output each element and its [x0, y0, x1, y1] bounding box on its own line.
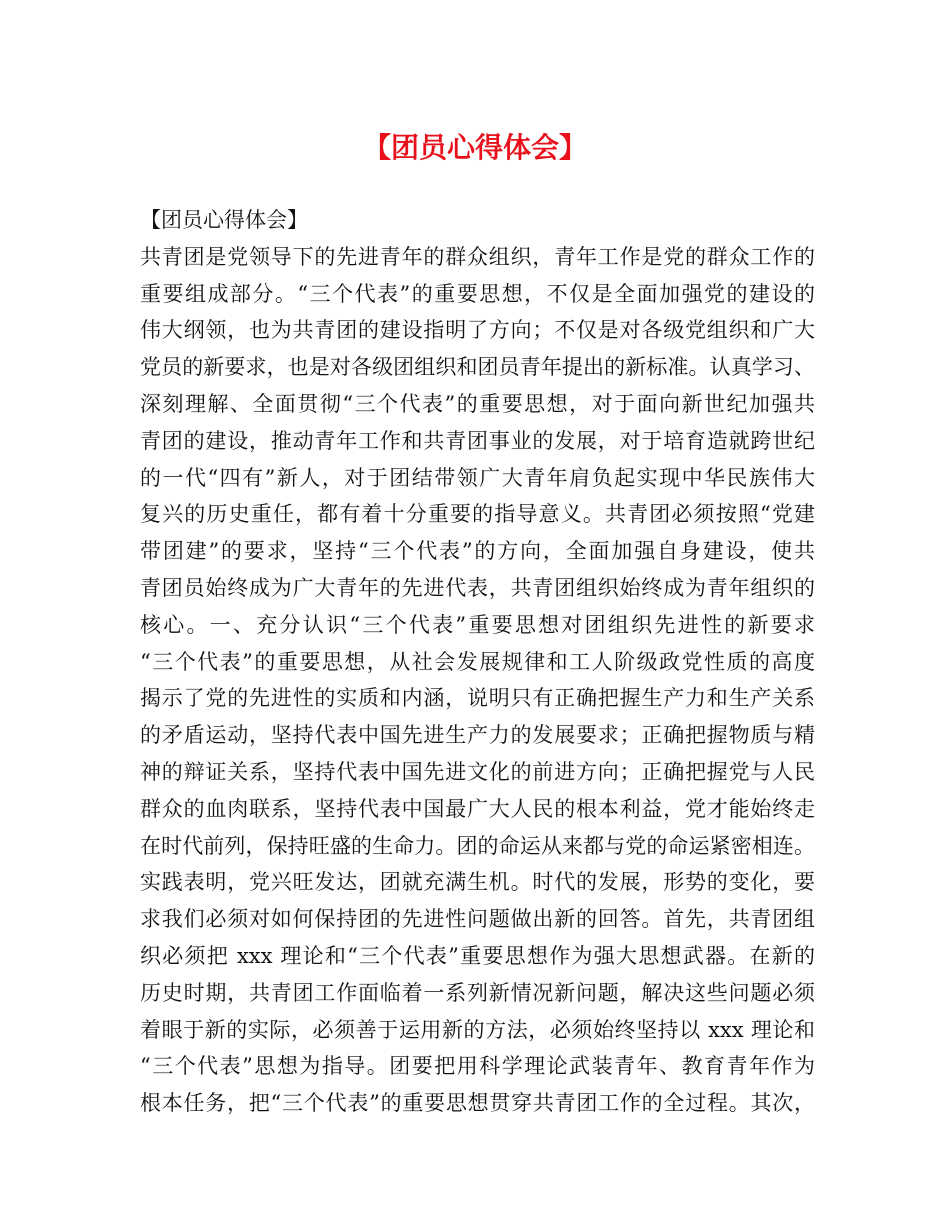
body-line: 青团员始终成为广大青年的先进代表，共青团组织始终成为青年组织的	[140, 575, 815, 600]
body-line: 神的辩证关系，坚持代表中国先进文化的前进方向；正确把握党与人民	[140, 759, 815, 784]
body-line: 复兴的历史重任，都有着十分重要的指导意义。共青团必须按照“党建	[140, 502, 815, 527]
body-line: 织必须把 xxx 理论和“三个代表”重要思想作为强大思想武器。在新的	[140, 943, 815, 968]
document-body	[140, 202, 815, 1122]
body-line: 群众的血肉联系，坚持代表中国最广大人民的根本利益，党才能始终走	[140, 796, 815, 821]
body-line: 共青团是党领导下的先进青年的群众组织，青年工作是党的群众工作的	[140, 244, 815, 269]
body-line: 的一代“四有”新人，对于团结带领广大青年肩负起实现中华民族伟大	[140, 465, 815, 490]
body-line: “三个代表”的重要思想，从社会发展规律和工人阶级政党性质的高度	[140, 649, 815, 674]
body-line: 带团建”的要求，坚持“三个代表”的方向，全面加强自身建设，使共	[140, 539, 815, 564]
body-line: 求我们必须对如何保持团的先进性问题做出新的回答。首先，共青团组	[140, 907, 815, 932]
body-line: 重要组成部分。“三个代表”的重要思想，不仅是全面加强党的建设的	[140, 281, 815, 306]
document-title: 【团员心得体会】	[362, 131, 587, 164]
body-line: 【团员心得体会】	[140, 208, 308, 232]
body-line: 的矛盾运动，坚持代表中国先进生产力的发展要求；正确把握物质与精	[140, 723, 815, 748]
body-line: 青团的建设，推动青年工作和共青团事业的发展，对于培育造就跨世纪	[140, 428, 815, 453]
body-line: 历史时期，共青团工作面临着一系列新情况新问题，解决这些问题必须	[140, 980, 815, 1005]
body-line: 深刻理解、全面贯彻“三个代表”的重要思想，对于面向新世纪加强共	[140, 391, 815, 416]
body-line: “三个代表”思想为指导。团要把用科学理论武装青年、教育青年作为	[140, 1054, 815, 1079]
body-line: 党员的新要求，也是对各级团组织和团员青年提出的新标准。认真学习、	[140, 355, 815, 380]
body-line: 在时代前列，保持旺盛的生命力。团的命运从来都与党的命运紧密相连。	[140, 833, 815, 858]
body-line: 着眼于新的实际，必须善于运用新的方法，必须始终坚持以 xxx 理论和	[140, 1017, 815, 1042]
body-line: 揭示了党的先进性的实质和内涵，说明只有正确把握生产力和生产关系	[140, 686, 815, 711]
body-line: 根本任务，把“三个代表”的重要思想贯穿共青团工作的全过程。其次，	[140, 1091, 815, 1116]
body-line: 核心。一、充分认识“三个代表”重要思想对团组织先进性的新要求	[140, 612, 815, 637]
body-line: 实践表明，党兴旺发达，团就充满生机。时代的发展，形势的变化，要	[140, 870, 815, 895]
body-line: 伟大纲领，也为共青团的建设指明了方向；不仅是对各级党组织和广大	[140, 318, 815, 343]
